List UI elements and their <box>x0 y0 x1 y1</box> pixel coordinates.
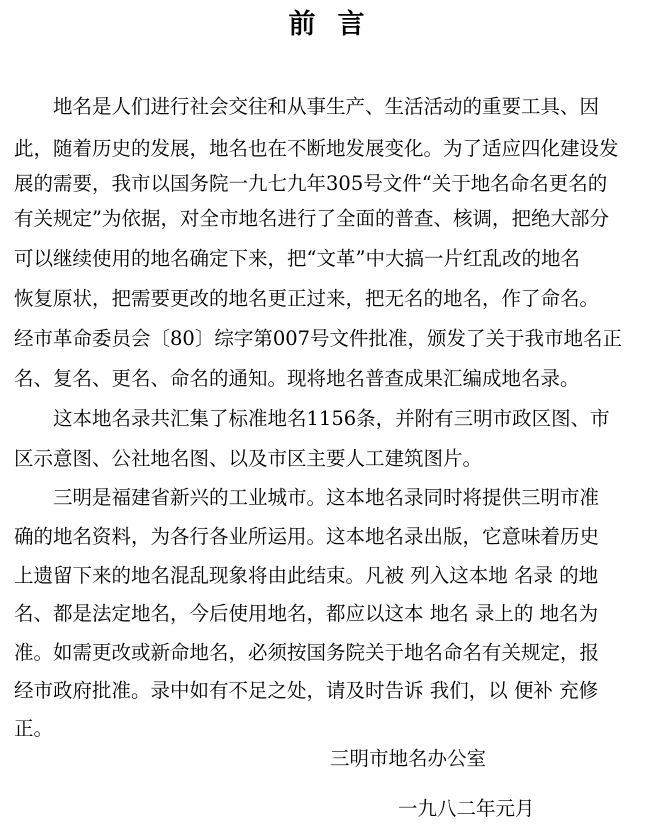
text-line: 可以继续使用的地名确定下来，把“文革”中大搞一片红乱改的地名 <box>14 247 580 270</box>
text-line: 上遗留下来的地名混乱现象将由此结束。凡被 列入这本地 名录 的地 <box>14 564 599 587</box>
text-line: 准。如需更改或新命地名，必须按国务院关于地名命名有关规定，报 <box>14 641 600 664</box>
page-title: 前言 <box>288 9 387 40</box>
signature-date: 一九八二年元月 <box>398 797 535 820</box>
text-line: 展的需要，我市以国务院一九七九年305号文件“关于地名命名更名的 <box>14 172 608 195</box>
text-line: 经市革命委员会〔80〕综字第007号文件批准，颁发了关于我市地名正 <box>14 327 623 350</box>
text-line: 此，随着历史的发展，地名也在不断地发展变化。为了适应四化建设发 <box>14 137 619 160</box>
text-line: 确的地名资料，为各行各业所运用。这本地名录出版，它意味着历史 <box>14 525 600 548</box>
text-line: 正。 <box>14 717 54 740</box>
text-line: 名、复名、更名、命名的通知。现将地名普查成果汇编成地名录。 <box>14 367 580 390</box>
text-line: 恢复原状，把需要更改的地名更正过来，把无名的地名，作了命名。 <box>14 287 600 310</box>
text-line: 有关规定”为依据，对全市地名进行了全面的普查、核调，把绝大部分 <box>14 207 609 230</box>
text-line: 名、都是法定地名，今后使用地名，都应以这本 地名 录上的 地名为 <box>14 602 599 625</box>
text-line: 这本地名录共汇集了标准地名1156条，并附有三明市政区图、市 <box>14 407 610 430</box>
text-line: 三明是福建省新兴的工业城市。这本地名录同时将提供三明市准 <box>14 486 600 509</box>
text-line: 地名是人们进行社会交往和从事生产、生活活动的重要工具、因 <box>14 95 600 118</box>
signature-office: 三明市地名办公室 <box>330 747 487 770</box>
text-line: 经市政府批准。录中如有不足之处，请及时告诉 我们，以 便补 充修 <box>14 679 599 702</box>
text-line: 区示意图、公社地名图、以及市区主要人工建筑图片。 <box>14 447 483 470</box>
